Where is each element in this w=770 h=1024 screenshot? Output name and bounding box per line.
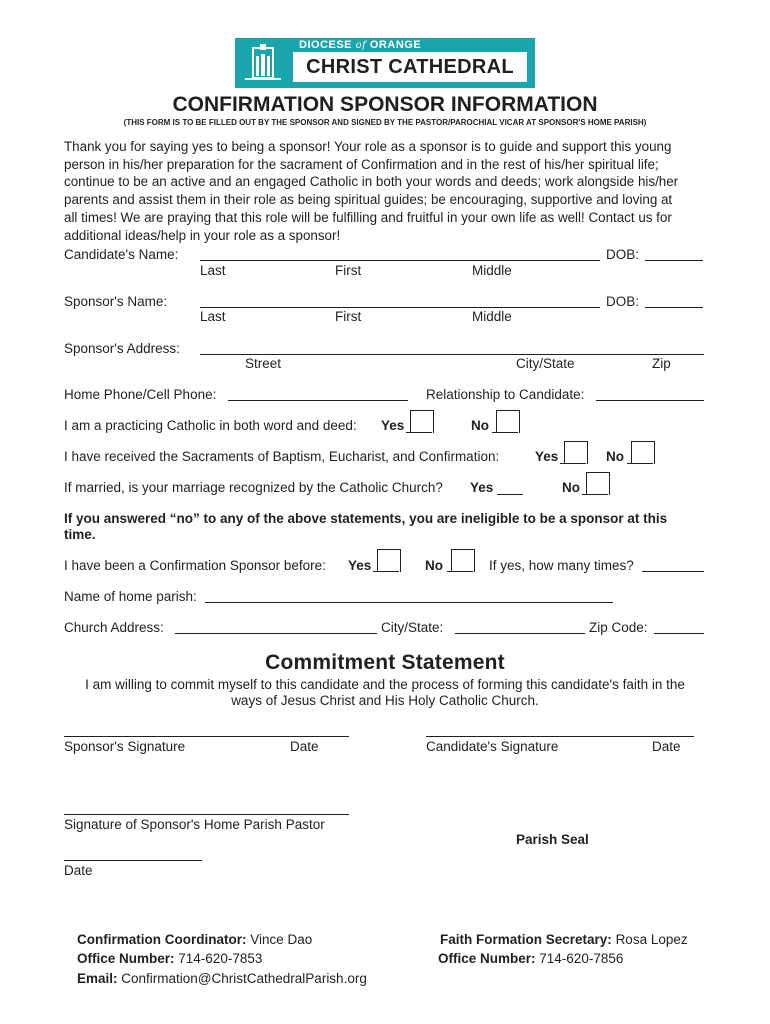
- intro-line: all times! We are praying that this role will be fulfilling and fruitful in your own life as well! Contact us for: [64, 209, 672, 225]
- candidate-signature-field[interactable]: [426, 736, 694, 737]
- been-sponsor-yes-label: Yes: [348, 558, 372, 573]
- secretary-name: Rosa Lopez: [615, 932, 688, 947]
- email-link[interactable]: Confirmation@ChristCathedralParish.org: [121, 971, 367, 986]
- pastor-signature-label: Signature of Sponsor's Home Parish Pastor: [64, 817, 325, 832]
- married-label: If married, is your marriage recognized by the Catholic Church?: [64, 480, 443, 495]
- sponsor-name-label: Sponsor's Name:: [64, 294, 168, 309]
- secretary-phone: 714-620-7856: [539, 951, 624, 966]
- candidate-name-field[interactable]: [200, 260, 600, 261]
- practicing-yes-label: Yes: [381, 418, 405, 433]
- coordinator-name: Vince Dao: [250, 932, 313, 947]
- sacraments-yes-line: [560, 463, 586, 464]
- been-sponsor-label: I have been a Confirmation Sponsor before:: [64, 558, 326, 573]
- coordinator-office-label: Office Number:: [77, 951, 175, 966]
- intro-paragraph: [64, 138, 714, 244]
- candidate-first-sublabel: First: [335, 263, 362, 278]
- married-yes-label: Yes: [470, 480, 494, 495]
- practicing-catholic-label: I am a practicing Catholic in both word and deed:: [64, 418, 357, 433]
- sponsor-name-field[interactable]: [200, 307, 600, 308]
- practicing-yes-checkbox[interactable]: [410, 410, 434, 433]
- ineligible-warning: If you answered “no” to any of the above statements, you are ineligible to be a sponsor at this: [64, 511, 668, 526]
- coordinator-label: Confirmation Coordinator:: [77, 932, 247, 947]
- candidate-name-label: Candidate's Name:: [64, 247, 179, 262]
- how-many-field[interactable]: [642, 571, 704, 572]
- form-title: CONFIRMATION SPONSOR INFORMATION: [172, 93, 598, 116]
- been-sponsor-yes-line: [373, 571, 399, 572]
- church-zip-label: Zip Code:: [589, 620, 648, 635]
- relationship-field[interactable]: [596, 400, 704, 401]
- sponsor-dob-label: DOB:: [606, 294, 640, 309]
- street-sublabel: Street: [245, 356, 282, 371]
- coordinator-phone: 714-620-7853: [178, 951, 263, 966]
- email-label: Email:: [77, 971, 118, 986]
- sacraments-yes-checkbox[interactable]: [564, 441, 588, 464]
- parish-seal-label: Parish Seal: [516, 832, 589, 847]
- sacraments-yes-label: Yes: [535, 449, 559, 464]
- intro-line: parents and assist them in their role as being spiritual guides; be encouraging, supportive and loving at: [64, 192, 673, 208]
- married-yes-field[interactable]: [497, 494, 523, 495]
- intro-line: person in his/her preparation for the sacrament of Confirmation and in the rest of his/her spiritual life;: [64, 156, 659, 172]
- been-sponsor-no-line: [447, 571, 473, 572]
- form-subtitle: (THIS FORM IS TO BE FILLED OUT BY THE SPONSOR AND SIGNED BY THE PASTOR/PAROCHIAL VICAR AT SPONSOR'S HOME PARISH): [123, 118, 647, 127]
- sponsor-address-label: Sponsor's Address:: [64, 341, 180, 356]
- married-no-checkbox[interactable]: [586, 472, 610, 495]
- secretary-office-label: Office Number:: [438, 951, 536, 966]
- cathedral-icon: [239, 42, 287, 84]
- married-no-line: [582, 494, 608, 495]
- sacraments-label: I have received the Sacraments of Baptism, Eucharist, and Confirmation:: [64, 449, 500, 464]
- diocese-logo: [235, 38, 535, 88]
- married-no-label: No: [562, 480, 580, 495]
- been-sponsor-no-label: No: [425, 558, 443, 573]
- commitment-text-cont: ways of Jesus Christ and His Holy Catholic Church.: [231, 693, 539, 708]
- sacraments-no-line: [627, 463, 653, 464]
- sponsor-signature-field[interactable]: [64, 736, 349, 737]
- logo-orange-text: ORANGE: [369, 39, 422, 51]
- intro-line: continue to be an active and an engaged Catholic in both your words and deeds; work alongside his/her: [64, 174, 679, 190]
- sponsor-middle-sublabel: Middle: [472, 309, 512, 324]
- coordinator-office-line: [77, 951, 262, 966]
- practicing-yes-line: [406, 432, 432, 433]
- coordinator-email-line: [77, 971, 367, 986]
- sacraments-no-checkbox[interactable]: [631, 441, 655, 464]
- church-city-state-field[interactable]: [455, 633, 585, 634]
- zip-sublabel: Zip: [652, 356, 671, 371]
- practicing-no-checkbox[interactable]: [496, 410, 520, 433]
- practicing-no-label: No: [471, 418, 489, 433]
- relationship-label: Relationship to Candidate:: [426, 387, 585, 402]
- candidate-dob-field[interactable]: [645, 260, 703, 261]
- sponsor-address-field[interactable]: [200, 354, 704, 355]
- sponsor-last-sublabel: Last: [200, 309, 226, 324]
- sponsor-date-label: Date: [290, 739, 319, 754]
- pastor-signature-field[interactable]: [64, 814, 349, 815]
- been-sponsor-no-checkbox[interactable]: [451, 549, 475, 572]
- logo-main-text: CHRIST CATHEDRAL: [293, 52, 527, 82]
- city-state-sublabel: City/State: [516, 356, 575, 371]
- candidate-last-sublabel: Last: [200, 263, 226, 278]
- ineligible-warning-cont: time.: [64, 527, 96, 542]
- secretary-office-line: [438, 951, 623, 966]
- pastor-date-field[interactable]: [64, 860, 202, 861]
- sponsor-first-sublabel: First: [335, 309, 362, 324]
- commitment-heading: Commitment Statement: [265, 651, 505, 674]
- candidate-signature-label: Candidate's Signature: [426, 739, 559, 754]
- commitment-text: I am willing to commit myself to this candidate and the process of forming this candidate's faith in the: [85, 677, 685, 692]
- church-zip-field[interactable]: [654, 633, 704, 634]
- how-many-label: If yes, how many times?: [489, 558, 634, 573]
- church-address-field[interactable]: [175, 633, 377, 634]
- logo-diocese-text: DIOCESE: [299, 39, 353, 51]
- home-parish-field[interactable]: [205, 602, 613, 603]
- church-address-label: Church Address:: [64, 620, 164, 635]
- sponsor-dob-field[interactable]: [645, 307, 703, 308]
- candidate-dob-label: DOB:: [606, 247, 640, 262]
- intro-line: additional ideas/help in your role as a sponsor!: [64, 227, 341, 243]
- practicing-no-line: [492, 432, 518, 433]
- sponsor-signature-label: Sponsor's Signature: [64, 739, 186, 754]
- intro-line: Thank you for saying yes to being a sponsor! Your role as a sponsor is to guide and support this young: [64, 139, 672, 154]
- logo-of-text: of: [355, 40, 367, 51]
- candidate-middle-sublabel: Middle: [472, 263, 512, 278]
- coordinator-line: [77, 932, 312, 947]
- candidate-date-label: Date: [652, 739, 681, 754]
- home-phone-label: Home Phone/Cell Phone:: [64, 387, 217, 402]
- home-parish-label: Name of home parish:: [64, 589, 197, 604]
- secretary-line: [440, 932, 688, 947]
- pastor-date-label: Date: [64, 863, 93, 878]
- home-phone-field[interactable]: [228, 400, 408, 401]
- secretary-label: Faith Formation Secretary:: [440, 932, 612, 947]
- church-city-state-label: City/State:: [381, 620, 444, 635]
- been-sponsor-yes-checkbox[interactable]: [377, 549, 401, 572]
- sacraments-no-label: No: [606, 449, 624, 464]
